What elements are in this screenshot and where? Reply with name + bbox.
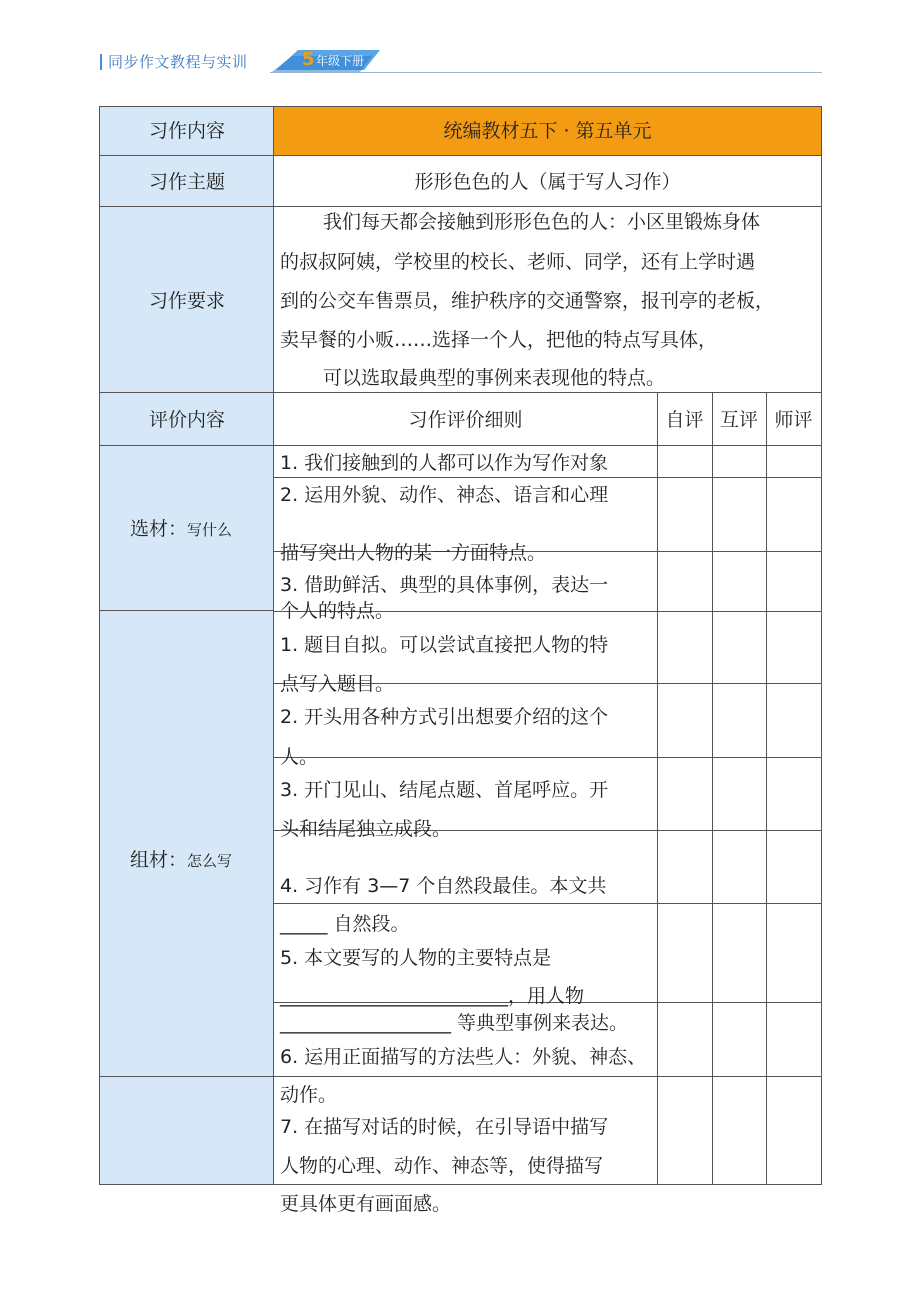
content-value: 统编教材五下 · 第五单元 <box>443 120 652 142</box>
header-title: 同步作文教程与实训 <box>108 53 248 71</box>
organize-label-sub: 怎么写 <box>187 852 233 870</box>
criteria-line: 3. 借助鲜活、典型的具体事例，表达一 <box>280 574 609 596</box>
criteria-line: _____ 自然段。 <box>280 913 410 935</box>
criteria-line: 7. 在描写对话的时候，在引导语中描写 <box>280 1116 609 1138</box>
criteria-line: 人。 <box>280 746 319 768</box>
criteria-line: 3. 开门见山、结尾点题、首尾呼应。开 <box>280 779 609 801</box>
peer-eval-header: 互评 <box>719 409 758 431</box>
organize-label-cell <box>100 610 274 1076</box>
req-line-1: 我们每天都会接触到形形色色的人：小区里锻炼身体 <box>323 211 761 233</box>
req-line-4: 卖早餐的小贩……选择一个人，把他的特点写具体， <box>280 329 718 351</box>
organize-label-main: 组材： <box>130 849 188 871</box>
eval-label: 评价内容 <box>148 409 225 431</box>
select-label-sub: 写什么 <box>187 521 233 539</box>
req-line-2: 的叔叔阿姨，学校里的校长、老师、同学，还有上学时遇 <box>280 251 756 273</box>
eval-detail-label: 习作评价细则 <box>408 409 523 431</box>
criteria-line: 6. 运用正面描写的方法些人：外貌、神态、 <box>280 1046 647 1068</box>
page-header <box>100 48 822 74</box>
extra-label-cell <box>100 1076 274 1184</box>
teacher-eval-header: 师评 <box>774 409 813 431</box>
criteria-line: 更具体更有画面感。 <box>280 1193 452 1215</box>
organize-label <box>130 849 232 872</box>
req-line-3: 到的公交车售票员，维护秩序的交通警察，报刊亭的老板， <box>280 290 775 312</box>
criteria-line: 1. 我们接触到的人都可以作为写作对象 <box>280 452 609 474</box>
criteria-line: 1. 题目自拟。可以尝试直接把人物的特 <box>280 634 609 656</box>
criteria-line: 个人的特点。 <box>280 600 395 622</box>
header-accent-bar <box>100 54 102 70</box>
select-label <box>130 518 232 541</box>
grade-number: 5 <box>302 49 315 70</box>
criteria-line: 人物的心理、动作、神态等，使得描写 <box>280 1155 604 1177</box>
criteria-line: __________________ 等典型事例来表达。 <box>280 1012 629 1034</box>
self-eval-header: 自评 <box>665 409 704 431</box>
req-label: 习作要求 <box>148 290 225 312</box>
criteria-line: 5. 本文要写的人物的主要特点是 <box>280 947 552 969</box>
req-line-5: 可以选取最典型的事例来表现他的特点。 <box>323 367 666 389</box>
criteria-line: 头和结尾独立成段。 <box>280 818 452 840</box>
criteria-line: 2. 开头用各种方式引出想要介绍的这个 <box>280 706 609 728</box>
criteria-line: 点写入题目。 <box>280 673 395 695</box>
grade-text: 年级下册 <box>316 54 365 68</box>
criteria-line: 描写突出人物的某一方面特点。 <box>280 542 547 564</box>
criteria-line: 4. 习作有 3—7 个自然段最佳。本文共 <box>280 875 607 897</box>
criteria-line: ________________________，用人物 <box>280 985 585 1007</box>
theme-value: 形形色色的人（属于写人习作） <box>414 171 681 193</box>
header-rule <box>270 72 822 73</box>
content-label: 习作内容 <box>148 120 225 142</box>
criteria-line: 2. 运用外貌、动作、神态、语言和心理 <box>280 484 609 506</box>
criteria-line: 动作。 <box>280 1084 338 1106</box>
theme-label: 习作主题 <box>148 171 225 193</box>
select-label-main: 选材： <box>130 518 188 540</box>
